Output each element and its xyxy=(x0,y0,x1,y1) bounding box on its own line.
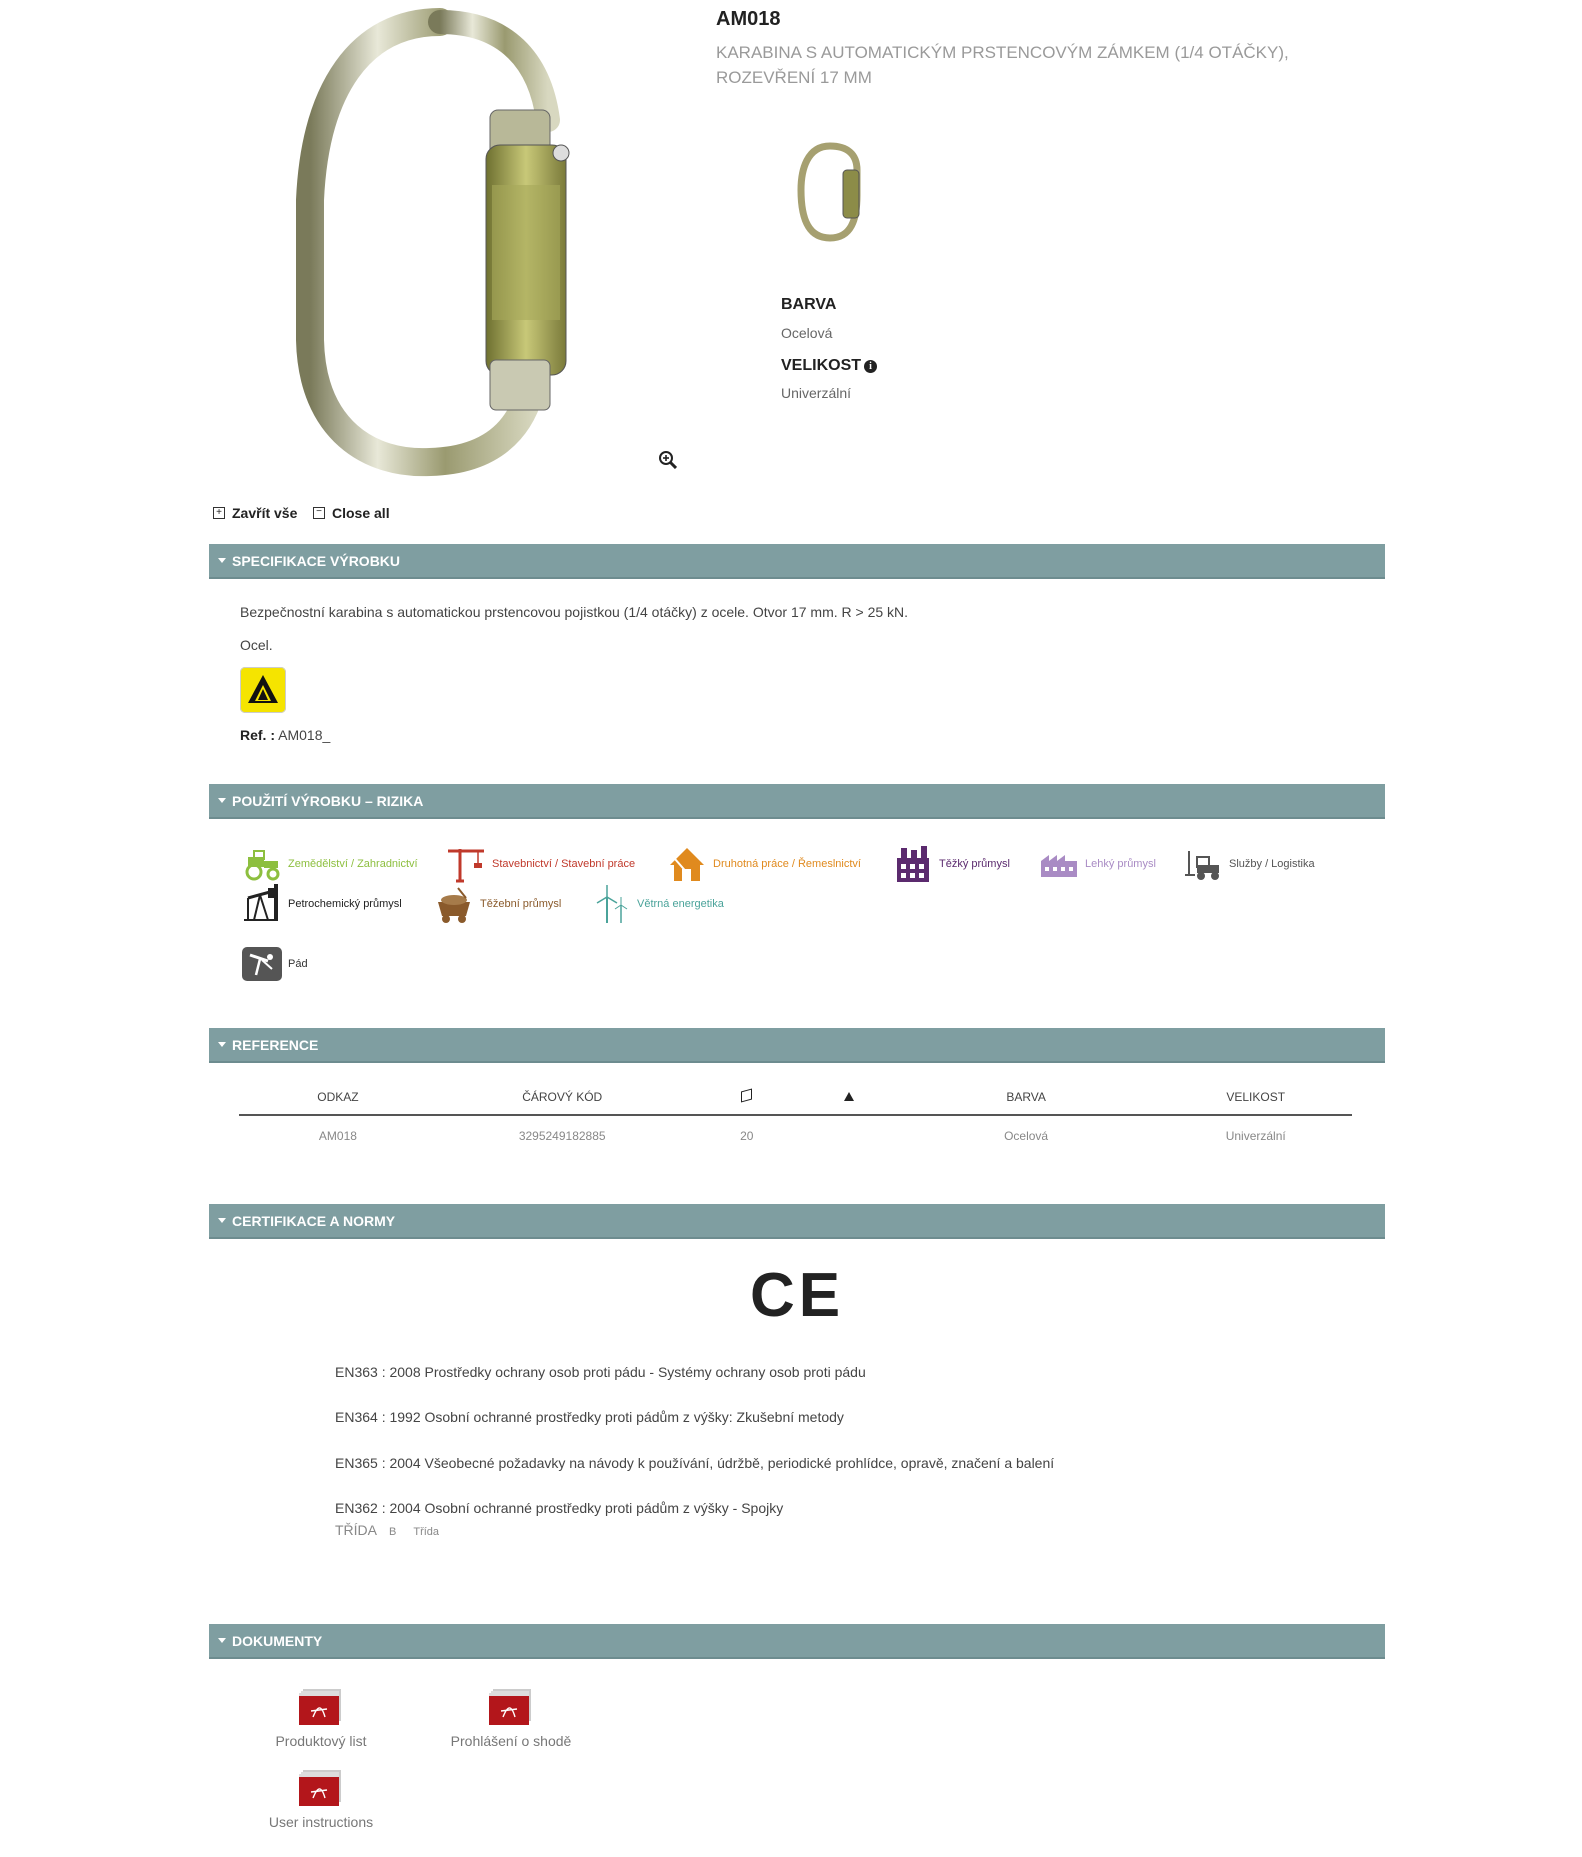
cell-weight xyxy=(806,1115,893,1156)
fall-icon xyxy=(242,945,282,983)
weight-icon xyxy=(844,1092,854,1101)
table-row xyxy=(239,1115,1352,1156)
product-image[interactable] xyxy=(290,0,610,480)
risk-label: Služby / Logistika xyxy=(1229,858,1315,870)
size-label-text: VELIKOST xyxy=(781,357,862,374)
risk-item-petrochemical xyxy=(242,885,402,923)
section-header-usage[interactable] xyxy=(209,784,1385,819)
document-link[interactable] xyxy=(241,1770,401,1830)
color-value: Ocelová xyxy=(781,325,833,341)
spec-material: Ocel. xyxy=(240,637,273,653)
risk-item-construction xyxy=(446,845,635,883)
crane-icon xyxy=(446,845,486,883)
section-header-reference[interactable] xyxy=(209,1028,1385,1063)
norm-class-desc: Třída xyxy=(413,1526,440,1538)
pdf-icon xyxy=(489,1689,533,1725)
section-header-docs[interactable] xyxy=(209,1624,1385,1659)
ref-value: AM018_ xyxy=(278,727,331,743)
oil-pump-icon xyxy=(242,885,282,923)
section-title: REFERENCE xyxy=(232,1037,319,1053)
reference-table xyxy=(239,1080,1352,1156)
risk-label: Lehký průmysl xyxy=(1085,858,1156,870)
section-header-spec[interactable] xyxy=(209,544,1385,579)
product-thumbnail[interactable] xyxy=(795,140,865,245)
risk-item-crafts xyxy=(667,845,861,883)
section-title: POUŽITÍ VÝROBKU – RIZIKA xyxy=(232,793,424,809)
caret-down-icon xyxy=(218,1042,226,1047)
risk-item-wind xyxy=(591,885,724,923)
document-link[interactable] xyxy=(431,1689,591,1749)
spec-description: Bezpečnostní karabina s automatickou prstencovou pojistkou (1/4 otáčky) z ocele. Otvor 17 mm. R > 25 kN. xyxy=(240,604,909,620)
risk-item-light-industry xyxy=(1039,845,1156,883)
close-all-label: Close all xyxy=(332,505,390,521)
section-title: CERTIFIKACE A NORMY xyxy=(232,1213,396,1229)
caret-down-icon xyxy=(218,1638,226,1643)
product-subtitle xyxy=(716,40,1416,90)
plus-square-icon: + xyxy=(213,507,225,519)
spec-ref xyxy=(240,727,330,743)
color-label: BARVA xyxy=(781,296,837,313)
col-box xyxy=(688,1080,806,1115)
risk-item-mining xyxy=(434,885,561,923)
norm-item: EN362 : 2004 Osobní ochranné prostředky proti pádům z výšky - Spojky xyxy=(335,1500,784,1516)
cell-color: Ocelová xyxy=(1004,1129,1049,1143)
cell-barcode: 3295249182885 xyxy=(518,1129,606,1143)
cell-size: Univerzální xyxy=(1225,1129,1286,1143)
table-header-row xyxy=(239,1080,1352,1115)
risk-label: Pád xyxy=(288,958,308,970)
size-value: Univerzální xyxy=(781,385,852,401)
document-label: Prohlášení o shodě xyxy=(450,1733,572,1749)
norm-item: EN364 : 1992 Osobní ochranné prostředky proti pádům z výšky: Zkušební metody xyxy=(335,1409,844,1425)
norm-class xyxy=(335,1522,439,1538)
risk-label: Větrná energetika xyxy=(637,898,724,910)
heavy-industry-icon xyxy=(893,845,933,883)
risk-label: Těžební průmysl xyxy=(480,898,562,910)
cell-reference: AM018 xyxy=(318,1129,357,1143)
risk-item-heavy-industry xyxy=(893,845,1010,883)
pdf-icon xyxy=(299,1770,343,1806)
document-label: User instructions xyxy=(268,1814,374,1830)
document-label: Produktový list xyxy=(275,1733,367,1749)
section-header-cert[interactable] xyxy=(209,1204,1385,1239)
risk-item-logistics xyxy=(1183,845,1315,883)
close-all-toggle[interactable] xyxy=(313,505,390,521)
risk-label: Petrochemický průmysl xyxy=(288,898,402,910)
product-code: AM018 xyxy=(716,8,781,30)
caret-down-icon xyxy=(218,798,226,803)
risk-item-fall xyxy=(242,945,308,983)
ce-mark-logo: CE xyxy=(750,1261,845,1330)
col-barcode: ČÁROVÝ KÓD xyxy=(437,1080,688,1115)
norm-class-label: TŘÍDA xyxy=(335,1522,377,1538)
col-reference: ODKAZ xyxy=(239,1080,437,1115)
mine-cart-icon xyxy=(434,885,474,923)
col-size: VELIKOST xyxy=(1159,1080,1352,1115)
subtitle-line-2: ROZEVŘENÍ 17 MM xyxy=(716,68,872,87)
forklift-icon xyxy=(1183,845,1223,883)
ref-label: Ref. : xyxy=(240,727,275,743)
delta-badge-icon xyxy=(240,667,286,713)
subtitle-line-1: KARABINA S AUTOMATICKÝM PRSTENCOVÝM ZÁMKEM (1/4 OTÁČKY), xyxy=(716,43,1289,62)
light-industry-icon xyxy=(1039,845,1079,883)
expand-all-label: Zavřít vše xyxy=(232,505,298,521)
risk-label: Zemědělství / Zahradnictví xyxy=(288,858,418,870)
size-label xyxy=(781,357,877,375)
house-icon xyxy=(667,845,707,883)
box-icon xyxy=(741,1089,752,1103)
caret-down-icon xyxy=(218,558,226,563)
section-title: SPECIFIKACE VÝROBKU xyxy=(232,553,401,569)
section-title: DOKUMENTY xyxy=(232,1633,323,1649)
norm-item: EN363 : 2008 Prostředky ochrany osob proti pádu - Systémy ochrany osob proti pádu xyxy=(335,1364,866,1380)
caret-down-icon xyxy=(218,1218,226,1223)
zoom-icon[interactable] xyxy=(659,451,677,469)
expand-all-toggle[interactable] xyxy=(213,505,297,521)
cell-box-qty: 20 xyxy=(740,1129,754,1143)
risk-label: Stavebnictví / Stavební práce xyxy=(492,858,636,870)
norm-item: EN365 : 2004 Všeobecné požadavky na návody k používání, údržbě, periodické prohlídce, opravě, značení a balení xyxy=(335,1455,1055,1471)
risk-item-agriculture xyxy=(242,845,418,883)
risk-label: Druhotná práce / Řemeslnictví xyxy=(713,858,861,870)
minus-square-icon: − xyxy=(313,507,325,519)
pdf-icon xyxy=(299,1689,343,1725)
norm-class-value: B xyxy=(389,1526,397,1538)
col-weight xyxy=(806,1080,893,1115)
risk-label: Těžký průmysl xyxy=(939,858,1010,870)
col-color: BARVA xyxy=(893,1080,1160,1115)
tractor-icon xyxy=(242,845,282,883)
info-icon[interactable]: i xyxy=(864,360,877,373)
document-link[interactable] xyxy=(241,1689,401,1749)
wind-turbine-icon xyxy=(591,885,631,923)
